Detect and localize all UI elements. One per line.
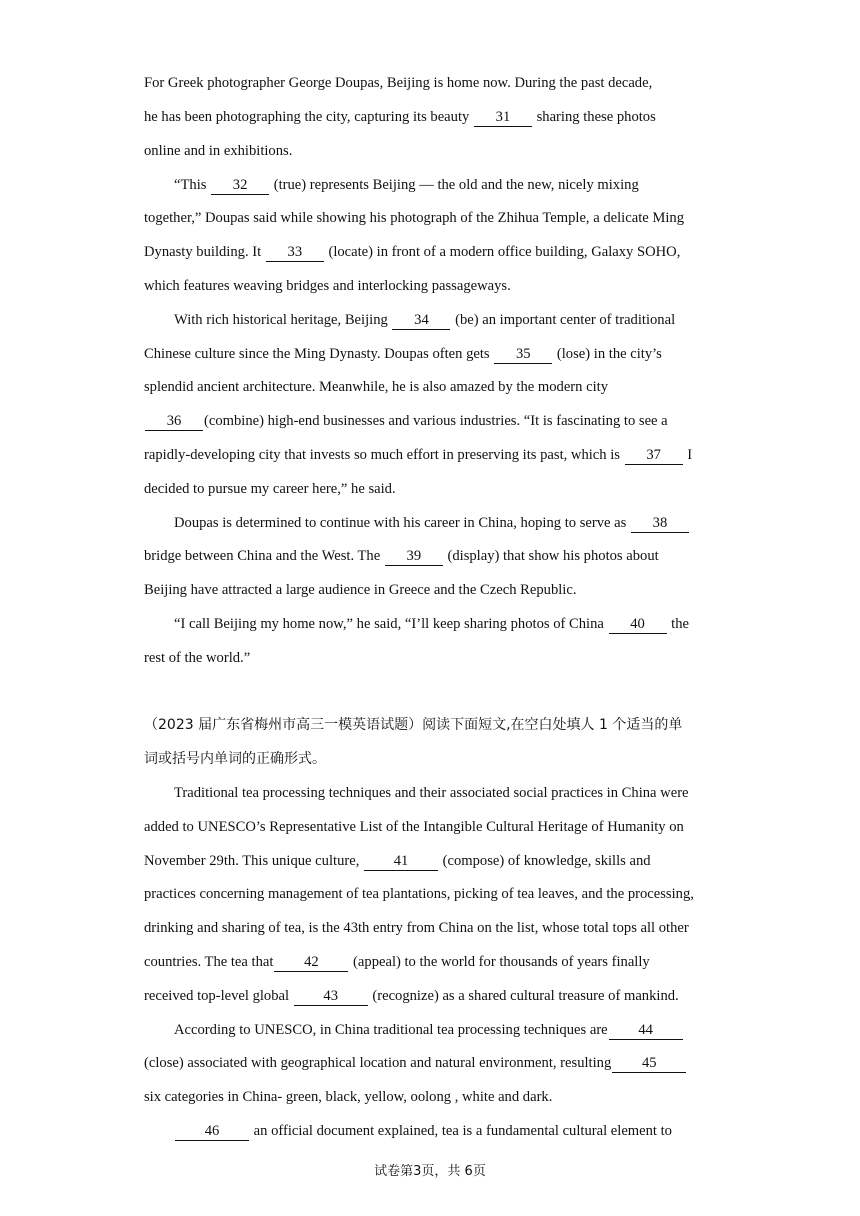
text-line: Traditional tea processing techniques and their associated social practices in China were — [174, 785, 689, 801]
text-line: Chinese culture since the Ming Dynasty. Doupas often gets 35 (lose) in the city’s — [144, 346, 662, 362]
blank-42[interactable]: 42 — [274, 953, 348, 972]
text-line: bridge between China and the West. The 39 (display) that show his photos about — [144, 548, 659, 564]
text-line: (close) associated with geographical location and natural environment, resulting 45 — [144, 1053, 687, 1073]
text-line: practices concerning management of tea plantations, picking of tea leaves, and the processing, — [144, 886, 694, 902]
text-line: Doupas is determined to continue with his career in China, hoping to serve as 38 — [174, 513, 690, 533]
text-line: November 29th. This unique culture, 41 (compose) of knowledge, skills and — [144, 853, 651, 869]
blank-37[interactable]: 37 — [625, 446, 683, 465]
blank-33[interactable]: 33 — [266, 243, 324, 262]
text-line: countries. The tea that 42 (appeal) to the world for thousands of years finally — [144, 954, 650, 970]
text-line: Dynasty building. It 33 (locate) in front of a modern office building, Galaxy SOHO, — [144, 244, 681, 260]
text-line: which features weaving bridges and interlocking passageways. — [144, 278, 511, 294]
text-line: With rich historical heritage, Beijing 34 (be) an important center of traditional — [174, 312, 676, 328]
text-line: For Greek photographer George Doupas, Beijing is home now. During the past decade, — [144, 75, 653, 91]
text-line: splendid ancient architecture. Meanwhile, he is also amazed by the modern city — [144, 379, 608, 395]
blank-35[interactable]: 35 — [494, 345, 552, 364]
blank-43[interactable]: 43 — [294, 987, 368, 1006]
blank-36[interactable]: 36 — [145, 412, 203, 431]
section-heading: （2023 届广东省梅州市高三一模英语试题）阅读下面短文,在空白处填人 1 个适当的单 — [144, 717, 683, 733]
blank-39[interactable]: 39 — [385, 547, 443, 566]
page-footer: 试卷第3页，共 6页 — [374, 1164, 486, 1179]
blank-41[interactable]: 41 — [364, 852, 438, 871]
text-line: 46 an official document explained, tea is a fundamental cultural element to — [174, 1121, 672, 1141]
text-line: online and in exhibitions. — [144, 143, 293, 159]
text-line: drinking and sharing of tea, is the 43th entry from China on the list, whose total tops all other — [144, 920, 689, 936]
text-line: “This 32 (true) represents Beijing — the old and the new, nicely mixing — [174, 177, 639, 193]
blank-44[interactable]: 44 — [609, 1021, 683, 1040]
blank-32[interactable]: 32 — [211, 176, 269, 195]
text-line: “I call Beijing my home now,” he said, “I’ll keep sharing photos of China 40 the — [174, 616, 689, 632]
text-line: together,” Doupas said while showing his photograph of the Zhihua Temple, a delicate Ming — [144, 210, 684, 226]
text-line: According to UNESCO, in China traditional tea processing techniques are 44 — [174, 1020, 684, 1040]
text-line: six categories in China- green, black, yellow, oolong , white and dark. — [144, 1089, 553, 1105]
text-line: received top-level global 43 (recognize) as a shared cultural treasure of mankind. — [144, 988, 679, 1004]
section-heading: 词或括号内单词的正确形式。 — [144, 751, 326, 767]
text-line: 36 (combine) high-end businesses and various industries. “It is fascinating to see a — [144, 411, 668, 431]
text-line: he has been photographing the city, capturing its beauty 31 sharing these photos — [144, 109, 656, 125]
blank-45[interactable]: 45 — [612, 1054, 686, 1073]
blank-31[interactable]: 31 — [474, 108, 532, 127]
blank-46[interactable]: 46 — [175, 1122, 249, 1141]
blank-38[interactable]: 38 — [631, 514, 689, 533]
blank-40[interactable]: 40 — [609, 615, 667, 634]
text-line: rapidly-developing city that invests so much effort in preserving its past, which is 37 I — [144, 447, 693, 463]
text-line: added to UNESCO’s Representative List of the Intangible Cultural Heritage of Humanity on — [144, 819, 684, 835]
blank-34[interactable]: 34 — [392, 311, 450, 330]
text-line: Beijing have attracted a large audience in Greece and the Czech Republic. — [144, 582, 577, 598]
text-line: rest of the world.” — [144, 650, 251, 666]
text-line: decided to pursue my career here,” he said. — [144, 481, 396, 497]
